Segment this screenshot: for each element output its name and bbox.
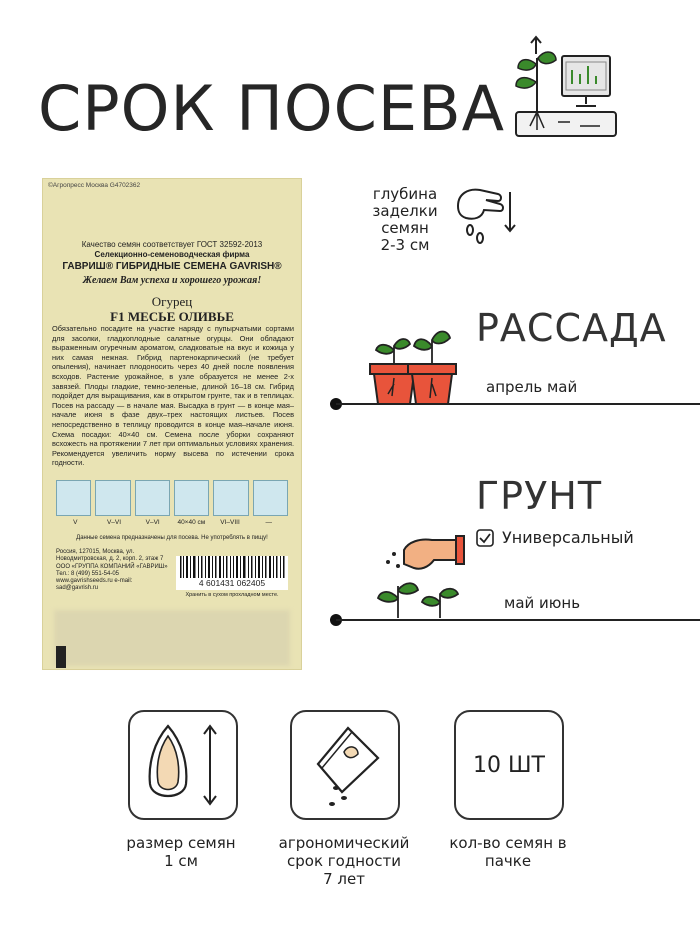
seed-size-value: 1 см [164,852,198,870]
packet-quality: Качество семян соответствует ГОСТ 32592-2013 [81,240,263,249]
seed-count-label: кол-во семян в пачке [449,834,567,870]
packet-month: V–VI [106,519,122,526]
packet-note: Данные семена предназначены для посева. Не употреблять в пищу! [76,535,268,541]
packet-month: V–VI [145,519,160,526]
checkbox-icon [476,529,494,547]
rassada-line [336,403,700,405]
packet-month: — [265,519,272,526]
sowing-step-icon [95,480,130,516]
sowing-step-icon [213,480,248,516]
packet-month-row [56,519,288,526]
seed-packet-image [42,178,302,670]
seedling-pots-icon [366,318,458,410]
packet-crop: Огурец [151,294,193,309]
packet-edge [56,646,66,668]
packet-firm: Селекционно-семеноводческая фирма [94,250,250,259]
packet-storage: Хранить в сухом прохладном месте. [185,592,279,598]
grunt-months: май июнь [504,594,581,612]
shelf-life-caption [264,834,424,888]
hand-planting-icon [374,528,470,620]
sowing-step-icon [56,480,91,516]
packet-variety: F1 МЕСЬЕ ОЛИВЬЕ [110,309,234,324]
rassada-months: апрель май [486,378,578,396]
shelf-life-value: 7 лет [323,870,365,888]
seed-size-label: размер семян [126,834,236,852]
shelf-life-label: агрономический срок годности [278,834,410,870]
packet-description: Обязательно посадите на участке наряду с пупырчатыми сортами для засолки, гладкоплодные салатные огурцы. Они обладают выраженным огуречным ароматом, сладковатые на вкус и кожица у них самая нежная. Гибрид партенокарпический (не требует опыления), начинает плодоносить через 40 дней после появления всходов. Растение урожайное, в узле образуется не менее 2-х завязей. Плоды гладкие, темно-зеленые, длиной 16–18 см. Гибрид подойдет для выращивания, как в открытом грунте, так и в теплицах. Посев на рассаду — в начале мая. Высадка в грунт — в конце мая–начале июня в фазе двух–трех настоящих листьев. Посев непосредственно в теплицу проводится в конце мая–начале июня. Схема посадки: 40×40 см. Семена после уборки сохраняют всхожесть на протяжении 7 лет при оптимальных условиях хранения. Рекомендуется увеличить норму высева по истечении срока годности. [52,324,294,468]
packet-month: 40×40 см [177,519,206,526]
sowing-step-icon [174,480,209,516]
packet-sowing-icons [56,480,288,516]
sowing-step-icon [253,480,288,516]
depth-label [360,186,450,254]
seed-count-card [454,710,564,820]
packet-blurred-area [54,610,290,666]
packet-code: ©Агропресс Москва G4702362 [48,182,141,189]
packet-month: V [73,519,78,526]
packet-wish: Желаем Вам успеха и хорошего урожая! [82,275,262,286]
grunt-title: ГРУНТ [476,474,603,518]
seedling-monitor-icon [510,34,622,142]
sowing-step-icon [135,480,170,516]
packet-address: Россия, 127015, Москва, ул. Новодмитровская, д. 2, корп. 2, этаж 7 ООО «ГРУППА КОМПАНИЙ «ГАВРИШ» Тел.: 8 (499) 551-54-05 www.gavrishseeds.ru e-mail: sad@gavrish.ru [56,549,168,592]
shelf-life-card [290,710,400,820]
rassada-title: РАССАДА [476,306,667,350]
soil-type: Универсальный [502,528,634,547]
seed-size-icon [130,712,236,818]
depth-value: 2-3 см [380,236,430,254]
seed-size-caption [104,834,258,870]
grunt-line [336,619,700,621]
page-title: СРОК ПОСЕВА [38,72,506,145]
seed-count-value: 10 ШТ [473,752,545,778]
seed-count-caption [438,834,578,870]
packet-ean: 4 601431 062405 [176,578,288,588]
seed-bag-icon [292,712,398,818]
seed-size-card [128,710,238,820]
packet-month: VI–VIII [220,519,240,526]
depth-text: глубина заделки семян [372,185,438,237]
soil-row [476,528,634,547]
hand-sowing-icon [454,180,520,252]
packet-brand: ГАВРИШ® ГИБРИДНЫЕ СЕМЕНА GAVRISH® [62,261,282,272]
